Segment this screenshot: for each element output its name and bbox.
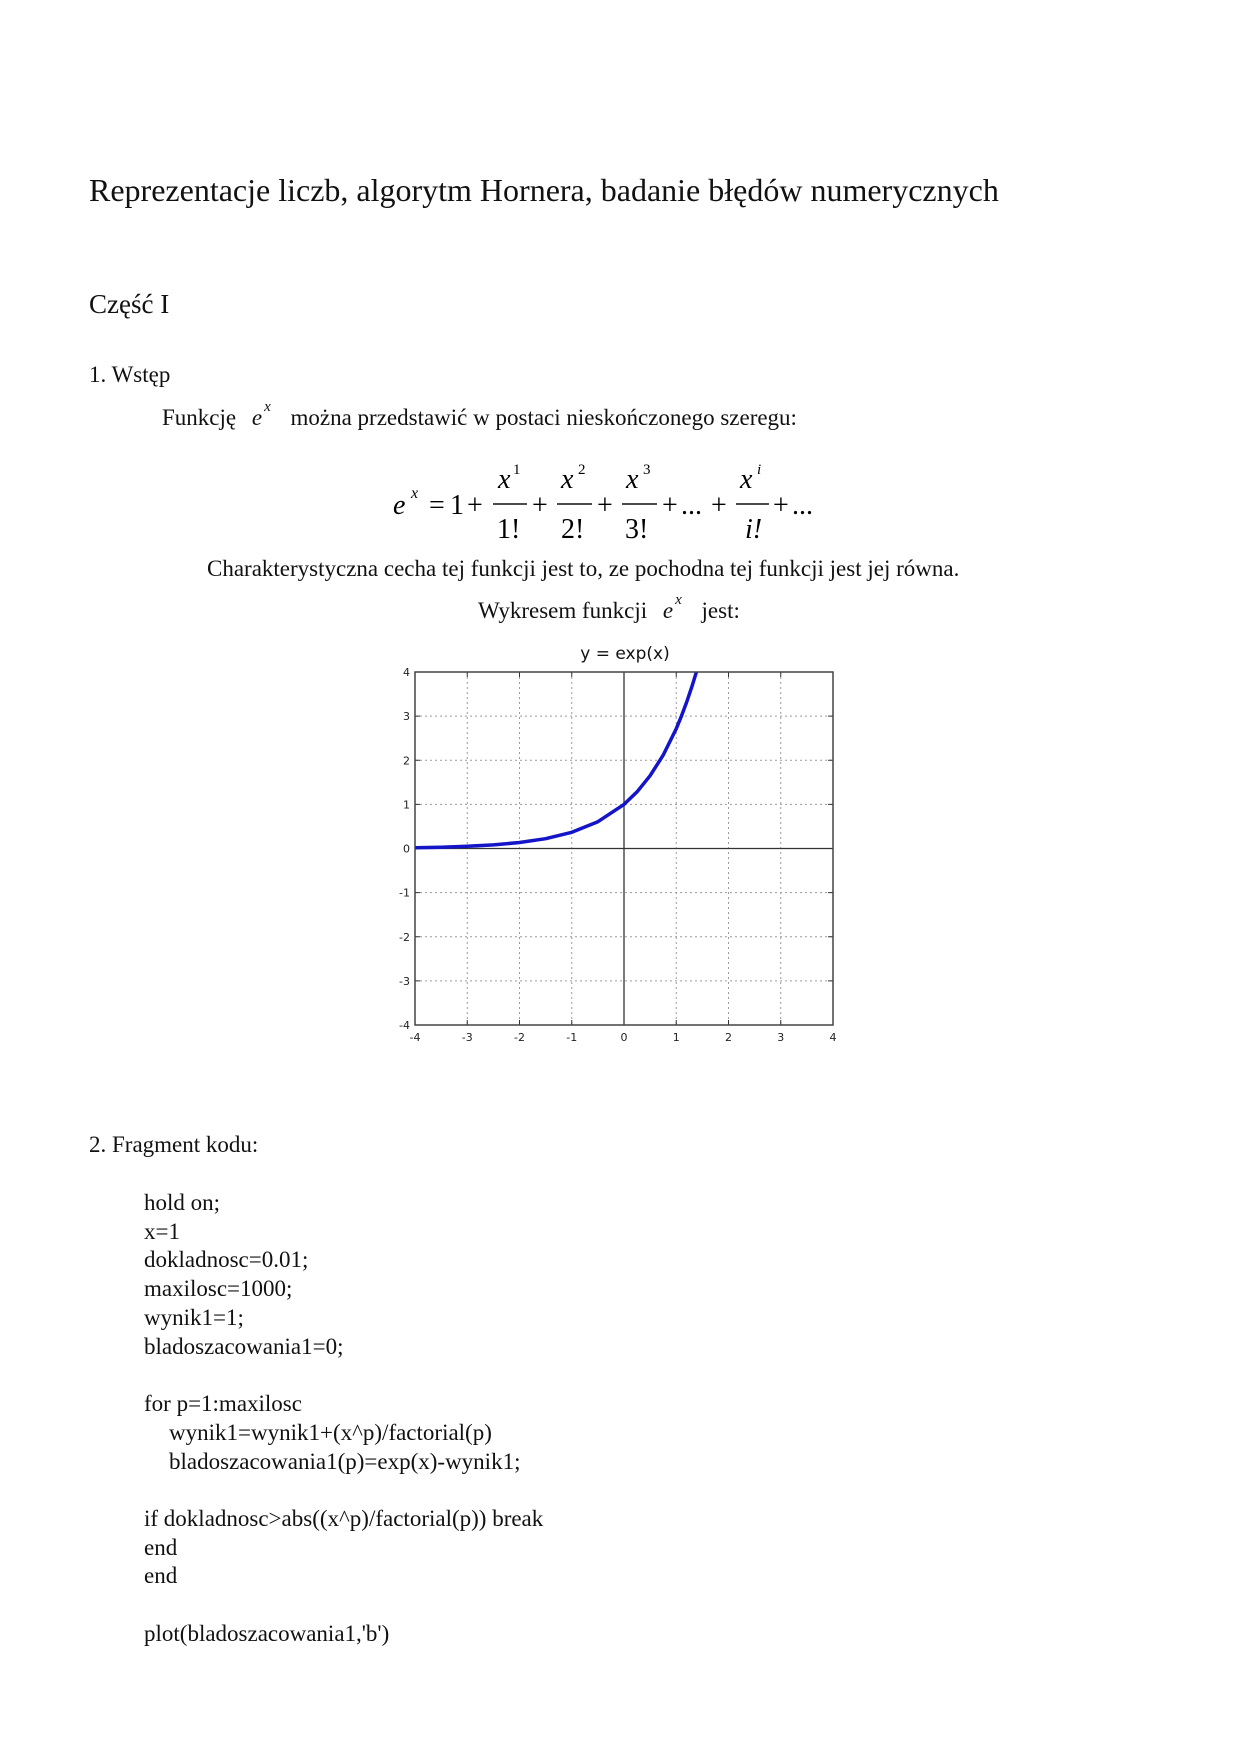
x-tick-label: -4 — [409, 1031, 421, 1044]
formula-eq: = — [429, 490, 445, 521]
code-line-indented: wynik1=wynik1+(x^p)/factorial(p) — [169, 1420, 492, 1445]
code-line: end — [144, 1535, 178, 1560]
code-line: wynik1=1; — [144, 1305, 244, 1330]
termi-num: x — [740, 464, 753, 495]
y-tick-label: 4 — [403, 666, 410, 679]
term2-den: 2! — [561, 514, 585, 545]
inline-exp — [662, 592, 682, 623]
formula-ellipsis: ... — [681, 490, 702, 521]
term3-den: 3! — [625, 514, 649, 545]
x-tick-label: -2 — [514, 1031, 525, 1044]
term1-exp: 1 — [513, 462, 521, 478]
x-tick-label: 2 — [725, 1031, 732, 1044]
term1-num: x — [498, 464, 511, 495]
term3-exp: 3 — [643, 462, 651, 478]
x-tick-label: -1 — [566, 1031, 578, 1044]
y-tick-label: 3 — [403, 710, 410, 724]
y-tick-label: 2 — [403, 754, 410, 768]
code-line: plot(bladoszacowania1,'b') — [144, 1621, 390, 1646]
formula-plus: + — [662, 490, 678, 521]
intro-paragraph — [162, 399, 797, 431]
series-formula — [385, 458, 825, 548]
term2-exp: 2 — [578, 462, 586, 478]
code-line-indented: bladoszacowania1(p)=exp(x)-wynik1; — [169, 1449, 521, 1474]
code-line: end — [144, 1563, 178, 1588]
inline-e: e — [662, 598, 674, 623]
formula-one: 1 — [450, 490, 464, 521]
section-1-heading: 1. Wstęp — [89, 362, 171, 387]
formula-plus: + — [711, 490, 727, 521]
term3-num: x — [626, 464, 639, 495]
code-line: x=1 — [144, 1219, 180, 1244]
chart-axes — [415, 672, 833, 1025]
formula-plus: + — [467, 490, 483, 521]
y-tick-label: -1 — [399, 886, 410, 900]
y-tick-label: -3 — [399, 974, 410, 988]
graph-text-before: Wykresem funkcji — [478, 598, 648, 623]
x-tick-label: 3 — [777, 1031, 785, 1044]
inline-exp — [251, 399, 271, 430]
x-tick-label: 4 — [829, 1031, 837, 1044]
formula-plus: + — [532, 490, 548, 521]
inline-x: x — [675, 592, 682, 608]
y-tick-label: -2 — [399, 930, 410, 944]
y-tick-label: 1 — [403, 798, 410, 812]
chart-ticks — [399, 666, 836, 1044]
chart-title: y = exp(x) — [580, 644, 670, 664]
code-line: dokladnosc=0.01; — [144, 1247, 309, 1272]
termi-den: i! — [745, 514, 763, 545]
y-tick-label: 0 — [403, 842, 410, 856]
formula-plus: + — [773, 490, 789, 521]
code-line: hold on; — [144, 1190, 221, 1215]
x-tick-label: 1 — [672, 1031, 680, 1044]
page-title: Reprezentacje liczb, algorytm Hornera, badanie błędów numerycznych — [89, 172, 999, 208]
intro-text-before: Funkcję — [162, 405, 237, 430]
formula-lhs-exp: x — [411, 485, 419, 502]
part-heading: Część I — [89, 289, 170, 319]
intro-text-after: można przedstawić w postaci nieskończonego szeregu: — [290, 405, 797, 430]
code-line: for p=1:maxilosc — [144, 1391, 302, 1416]
formula-plus: + — [597, 490, 613, 521]
x-tick-label: -3 — [461, 1031, 473, 1044]
section-2-heading: 2. Fragment kodu: — [89, 1132, 259, 1157]
term1-den: 1! — [497, 514, 521, 545]
x-tick-label: 0 — [620, 1031, 628, 1044]
inline-x: x — [264, 399, 271, 415]
code-line: maxilosc=1000; — [144, 1276, 293, 1301]
graph-text-after: jest: — [701, 598, 740, 623]
code-line: if dokladnosc>abs((x^p)/factorial(p)) break — [144, 1506, 544, 1531]
termi-exp: i — [757, 462, 762, 478]
formula-ellipsis: ... — [792, 490, 813, 521]
formula-lhs: e — [393, 490, 406, 521]
term2-num: x — [561, 464, 574, 495]
exp-chart — [390, 640, 850, 1050]
inline-e: e — [251, 405, 263, 430]
property-paragraph: Charakterystyczna cecha tej funkcji jest to, ze pochodna tej funkcji jest jej równa. — [207, 556, 960, 581]
y-tick-label: -4 — [399, 1019, 410, 1032]
graph-caption — [478, 592, 740, 624]
code-line: bladoszacowania1=0; — [144, 1334, 344, 1359]
